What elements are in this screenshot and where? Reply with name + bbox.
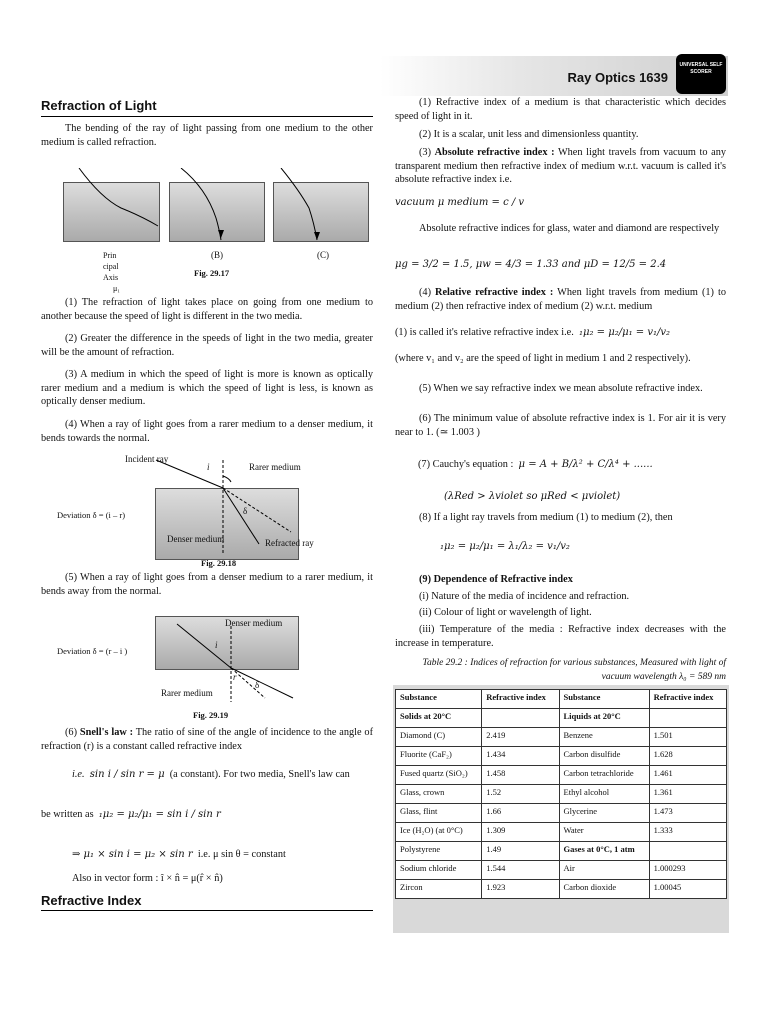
angle-i-label: i: [207, 462, 210, 472]
table-cell: 1.628: [649, 747, 726, 766]
label-c: (C): [317, 250, 329, 260]
section-title-refractive-index: Refractive Index: [41, 893, 142, 908]
dependence-iii: (iii) Temperature of the media : Refractive index decreases with the increase in temperature.: [395, 624, 726, 649]
table-cell: 1.52: [482, 785, 559, 804]
relative-ri-line: (1) is called it's relative refractive index i.e. ₁μ₂ = μ₂/μ₁ = v₁/v₂: [395, 327, 671, 338]
ratio-equation: ₁μ₂ = μ₂/μ₁ = λ₁/λ₂ = v₁/v₂: [440, 541, 570, 552]
label-b: (B): [211, 250, 223, 260]
table-cell: Glass, crown: [396, 785, 482, 804]
table-cell: Fluorite (CaF₂): [396, 747, 482, 766]
absolute-ri-heading: Absolute refractive index :: [434, 147, 555, 158]
table-cell: Glass, flint: [396, 804, 482, 823]
table-row: [396, 766, 727, 785]
intro-paragraph: The bending of the ray of light passing from one medium to the other medium is called refraction.: [41, 123, 373, 148]
right-para-3: (3) Absolute refractive index : When light travels from vacuum to any transparent medium then refractive index of medium w.r.t. vacuum is called it's absolute refractive index i.e.: [395, 147, 726, 185]
table-cell: Fused quartz (SiO₂): [396, 766, 482, 785]
table-header-cell: Refractive index: [649, 690, 726, 709]
relative-ri-heading: Relative refractive index :: [435, 287, 554, 298]
table-header-cell: Refractive index: [482, 690, 559, 709]
table-cell: Benzene: [559, 728, 649, 747]
right-para-1: (1) Refractive index of a medium is that characteristic which decides speed of light in it.: [395, 97, 726, 122]
table-cell: Sodium chloride: [396, 861, 482, 880]
absolute-ri-text: Absolute refractive indices for glass, water and diamond are respectively: [419, 223, 720, 234]
right-para-6: (6) The minimum value of absolute refractive index is 1. For air it is very near to 1. (≃ 1.003 ): [395, 413, 726, 438]
table-cell: Diamond (C): [396, 728, 482, 747]
table-header-cell: Substance: [559, 690, 649, 709]
table-header-row: [396, 690, 727, 709]
table-background: [393, 685, 729, 933]
table-cell: 1.923: [482, 880, 559, 899]
deviation-label-19: Deviation δ = (r – i ): [57, 646, 128, 656]
table-row: [396, 842, 727, 861]
absolute-ri-values: μg = 3/2 = 1.5, μw = 4/3 = 1.33 and μD = 12/5 = 2.4: [395, 259, 667, 270]
table-cell: Polystyrene: [396, 842, 482, 861]
paragraph-1: (1) The refraction of light takes place on going from one medium to another because the speed of light is different in the two media.: [41, 297, 373, 322]
table-cell: Glycerine: [559, 804, 649, 823]
rarer-medium-label: Rarer medium: [249, 462, 301, 472]
section-rule-2: [41, 910, 373, 911]
table-caption: Table 29.2 : Indices of refraction for various substances, Measured with light of vacuum wavelength λ₀ = 589 nm: [422, 658, 726, 682]
delta-label: δ: [243, 506, 248, 516]
incident-ray-label: Incident ray: [125, 454, 169, 464]
right-para-5: (5) When we say refractive index we mean absolute refractive index.: [419, 383, 703, 394]
universal-self-scorer-logo: UNIVERSAL SELF SCORER: [676, 54, 726, 94]
snell-two-media-line: be written as ₁μ₂ = μ₂/μ₁ = sin i / sin r: [41, 809, 221, 820]
header-title: Ray Optics 1639: [567, 70, 668, 85]
table-cell: [482, 709, 559, 728]
table-cell: 1.333: [649, 823, 726, 842]
table-cell: 1.66: [482, 804, 559, 823]
dependence-heading: (9) Dependence of Refractive index: [419, 574, 573, 585]
table-cell: 1.000293: [649, 861, 726, 880]
table-cell: 1.309: [482, 823, 559, 842]
angle-i-label-19: i: [215, 640, 218, 650]
table-cell: 1.461: [649, 766, 726, 785]
page-header: [380, 56, 728, 96]
dependence-ii: (ii) Colour of light or wavelength of light.: [419, 607, 592, 618]
table-cell: [649, 842, 726, 861]
table-cell: Air: [559, 861, 649, 880]
refraction-rays: [41, 168, 373, 280]
mu-label: μ₁: [113, 284, 121, 293]
table-row: [396, 709, 727, 728]
cauchy-condition: (λRed > λviolet so μRed < μviolet): [444, 491, 621, 502]
table-cell: 1.544: [482, 861, 559, 880]
delta-label-19: δ: [255, 680, 260, 690]
table-row: [396, 861, 727, 880]
table-cell: Carbon dioxide: [559, 880, 649, 899]
paragraph-6: (6) Snell's law : The ratio of sine of the angle of incidence to the angle of refraction (r) is a constant called refractive index: [41, 727, 373, 752]
section-title-refraction: Refraction of Light: [41, 98, 157, 113]
table-cell: 1.434: [482, 747, 559, 766]
table-cell: Ice (H₂O) (at 0°C): [396, 823, 482, 842]
table-row: [396, 804, 727, 823]
table-header-cell: Substance: [396, 690, 482, 709]
fig-caption-18: Fig. 29.18: [201, 558, 237, 568]
ray-diagram-19: [41, 606, 373, 722]
table-cell: Liquids at 20°C: [559, 709, 649, 728]
table-cell: Solids at 20°C: [396, 709, 482, 728]
table-cell: Water: [559, 823, 649, 842]
refracted-ray-label: Refracted ray: [265, 538, 314, 548]
table-row: [396, 823, 727, 842]
table-cell: 1.458: [482, 766, 559, 785]
dependence-i: (i) Nature of the media of incidence and refraction.: [419, 591, 630, 602]
right-para-4: (4) Relative refractive index : When light travels from medium (1) to medium (2) then refractive index of medium (2) w.r.t. medium: [395, 287, 726, 312]
right-para-2: (2) It is a scalar, unit less and dimensionless quantity.: [419, 129, 639, 140]
vector-form-line: Also in vector form : î × n̂ = μ(r̂ × n̂): [72, 873, 223, 884]
table-cell: 1.501: [649, 728, 726, 747]
table-cell: [649, 709, 726, 728]
table-cell: 1.00045: [649, 880, 726, 899]
refractive-index-table: [395, 689, 727, 899]
figure-29-18: [41, 450, 373, 570]
relative-ri-where: (where v₁ and v₂ are the speed of light in medium 1 and 2 respectively).: [395, 353, 691, 364]
deviation-label-18: Deviation δ = (i – r): [57, 510, 126, 520]
table-row: [396, 747, 727, 766]
table-row: [396, 785, 727, 804]
table-cell: 1.473: [649, 804, 726, 823]
snells-law-heading: Snell's law :: [79, 727, 134, 738]
table-cell: 1.361: [649, 785, 726, 804]
table-cell: Zircon: [396, 880, 482, 899]
table-row: [396, 728, 727, 747]
table-cell: Carbon tetrachloride: [559, 766, 649, 785]
right-para-8: (8) If a light ray travels from medium (1) to medium (2), then: [419, 512, 673, 523]
paragraph-3: (3) A medium in which the speed of light is more is known as optically rarer medium and a medium is which the speed of light is less, is known as optically denser medium.: [41, 369, 373, 407]
section-rule: [41, 116, 373, 117]
paragraph-5: (5) When a ray of light goes from a denser medium to a rarer medium, it bends away from the normal.: [41, 572, 373, 597]
table-cell: Ethyl alcohol: [559, 785, 649, 804]
fig-caption-19: Fig. 29.19: [193, 710, 229, 720]
principal-axis-label: Prin cipal Axis: [103, 251, 119, 282]
snell-implies-line: ⇒ μ₁ × sin i = μ₂ × sin r i.e. μ sin θ = constant: [72, 849, 286, 860]
angle-r-label: r: [233, 672, 237, 682]
table-cell: Carbon disulfide: [559, 747, 649, 766]
figure-29-17: [41, 168, 373, 293]
fig-caption-17: Fig. 29.17: [194, 268, 230, 278]
absolute-ri-equation: vacuum μ medium = c / v: [395, 197, 525, 208]
paragraph-2: (2) Greater the difference in the speeds of light in the two media, greater will be the amount of refraction.: [41, 333, 373, 358]
figure-29-19: [41, 606, 373, 722]
table-cell: 2.419: [482, 728, 559, 747]
rarer-medium-label-19: Rarer medium: [161, 688, 213, 698]
denser-medium-label: Denser medium: [167, 534, 225, 544]
denser-medium-label-19: Denser medium: [225, 618, 283, 628]
snell-equation-line: i.e. sin i / sin r = μ (a constant). For two media, Snell's law can: [72, 769, 350, 780]
table-cell: Gases at 0°C, 1 atm: [559, 842, 649, 861]
table-cell: 1.49: [482, 842, 559, 861]
table-row: [396, 880, 727, 899]
paragraph-4: (4) When a ray of light goes from a rarer medium to a denser medium, it bends towards the normal.: [41, 419, 373, 444]
cauchy-line: (7) Cauchy's equation : μ = A + B/λ² + C/λ⁴ + ......: [418, 459, 653, 470]
